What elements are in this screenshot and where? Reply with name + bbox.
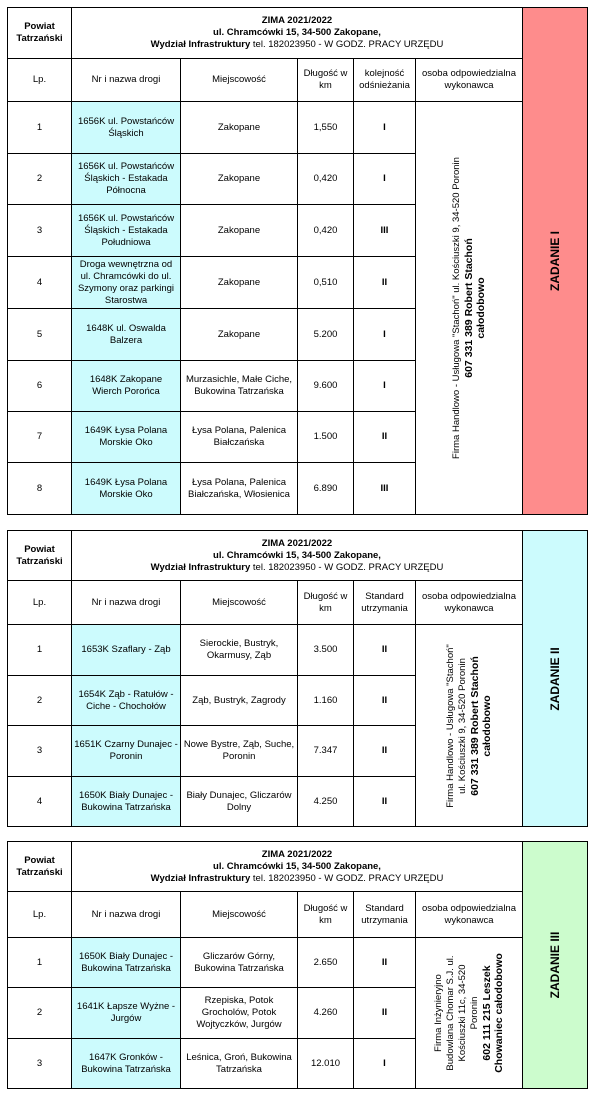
col-contractor: osoba odpowiedzialna wykonawca — [416, 581, 523, 625]
row-place: Rzepiska, Potok Grocholów, Potok Wojtyczków, Jurgów — [181, 988, 298, 1039]
col-length: Długość w km — [298, 892, 354, 938]
col-standard: Standard utrzymania — [354, 581, 416, 625]
contractor-company: Firma Handlowo - Usługowa "Stachoń" ul. Kościuszki 9, 34-520 Poronin — [451, 157, 462, 459]
header-title: ZIMA 2021/2022 ul. Chramcówki 15, 34-500 Zakopane, Wydział Infrastruktury tel. 182023950 - W GODZ. PRACY URZĘDU — [72, 8, 523, 59]
row-place: Biały Dunajec, Gliczarów Dolny — [181, 777, 298, 827]
row-length: 3.500 — [298, 625, 354, 676]
col-length: Długość w km — [298, 59, 354, 102]
contractor-hours: całodobowo — [481, 694, 493, 757]
row-place: Ząb, Bustryk, Zagrody — [181, 676, 298, 726]
row-place: Leśnica, Groń, Bukowina Tatrzańska — [181, 1039, 298, 1089]
row-road: 1649K Łysa Polana Morskie Oko — [72, 412, 181, 463]
contractor-company: Firma Inżynieryjno — [433, 974, 444, 1052]
powiat-label: Powiat Tatrzański — [8, 8, 72, 59]
row-lp: 7 — [8, 412, 72, 463]
row-order: II — [354, 257, 416, 309]
col-road: Nr i nazwa drogi — [72, 892, 181, 938]
row-road: 1654K Ząb - Ratułów - Ciche - Chochołów — [72, 676, 181, 726]
zadanie-1-label: ZADANIE I — [523, 8, 588, 515]
powiat-label: Powiat Tatrzański — [8, 842, 72, 892]
col-place: Miejscowość — [181, 892, 298, 938]
row-length: 9.600 — [298, 361, 354, 412]
row-place: Łysa Polana, Palenica Białczańska — [181, 412, 298, 463]
contractor-address: ul. Kościuszki 9, 34-520 Poronin — [457, 657, 468, 794]
row-road: 1650K Biały Dunajec - Bukowina Tatrzańska — [72, 777, 181, 827]
contractor-cell — [416, 625, 523, 827]
zadanie-3-table — [7, 841, 588, 1089]
row-order: II — [354, 412, 416, 463]
contractor-company-2: Budowlana Chomar S.J. ul. — [445, 955, 456, 1071]
row-lp: 1 — [8, 938, 72, 988]
contractor-phone: 607 331 389 Robert Stachoń — [463, 238, 475, 378]
row-road: 1653K Szaflary - Ząb — [72, 625, 181, 676]
contractor-company: Firma Handlowo - Usługowa "Stachoń" — [445, 643, 456, 808]
table-row — [8, 102, 588, 154]
row-road: 1651K Czarny Dunajec - Poronin — [72, 726, 181, 777]
row-length: 5.200 — [298, 309, 354, 361]
row-lp: 6 — [8, 361, 72, 412]
col-lp: Lp. — [8, 59, 72, 102]
row-standard: II — [354, 726, 416, 777]
table-row — [8, 938, 588, 988]
row-road: 1656K ul. Powstańców Śląskich - Estakada Północna — [72, 154, 181, 205]
row-lp: 3 — [8, 1039, 72, 1089]
row-road: Droga wewnętrzna od ul. Chramcówki do ul. Szymony oraz parkingi Starostwa — [72, 257, 181, 309]
contractor-phone: 607 331 389 Robert Stachoń — [469, 655, 481, 796]
header-title: ZIMA 2021/2022 ul. Chramcówki 15, 34-500 Zakopane, Wydział Infrastruktury tel. 182023950 - W GODZ. PRACY URZĘDU — [72, 531, 523, 581]
row-road: 1649K Łysa Polana Morskie Oko — [72, 463, 181, 515]
row-length: 0,510 — [298, 257, 354, 309]
row-lp: 5 — [8, 309, 72, 361]
row-road: 1648K ul. Oswalda Balzera — [72, 309, 181, 361]
row-standard: I — [354, 1039, 416, 1089]
header-title: ZIMA 2021/2022 ul. Chramcówki 15, 34-500 Zakopane, Wydział Infrastruktury tel. 182023950 - W GODZ. PRACY URZĘDU — [72, 842, 523, 892]
table-row — [8, 625, 588, 676]
row-place: Zakopane — [181, 154, 298, 205]
contractor-cell — [416, 102, 523, 515]
row-lp: 2 — [8, 988, 72, 1039]
col-length: Długość w km — [298, 581, 354, 625]
row-place: Łysa Polana, Palenica Białczańska, Włosienica — [181, 463, 298, 515]
col-contractor: osoba odpowiedzialna wykonawca — [416, 59, 523, 102]
col-road: Nr i nazwa drogi — [72, 581, 181, 625]
row-place: Zakopane — [181, 257, 298, 309]
col-place: Miejscowość — [181, 59, 298, 102]
row-standard: II — [354, 676, 416, 726]
col-lp: Lp. — [8, 581, 72, 625]
row-order: I — [354, 361, 416, 412]
zadanie-2-label: ZADANIE II — [523, 531, 588, 827]
row-length: 6.890 — [298, 463, 354, 515]
row-road: 1650K Biały Dunajec - Bukowina Tatrzańska — [72, 938, 181, 988]
row-lp: 8 — [8, 463, 72, 515]
row-road: 1656K ul. Powstańców Śląskich — [72, 102, 181, 154]
row-place: Sierockie, Bustryk, Okarmusy, Ząb — [181, 625, 298, 676]
row-length: 4.250 — [298, 777, 354, 827]
row-standard: II — [354, 938, 416, 988]
row-order: I — [354, 309, 416, 361]
row-standard: II — [354, 777, 416, 827]
row-length: 4.260 — [298, 988, 354, 1039]
col-place: Miejscowość — [181, 581, 298, 625]
row-order: I — [354, 102, 416, 154]
row-place: Zakopane — [181, 309, 298, 361]
zadanie-2-table — [7, 530, 588, 827]
row-order: III — [354, 205, 416, 257]
zadanie-1-table — [7, 7, 588, 515]
row-lp: 4 — [8, 777, 72, 827]
row-place: Nowe Bystre, Ząb, Suche, Poronin — [181, 726, 298, 777]
row-lp: 1 — [8, 625, 72, 676]
col-road: Nr i nazwa drogi — [72, 59, 181, 102]
row-lp: 3 — [8, 726, 72, 777]
col-contractor: osoba odpowiedzialna wykonawca — [416, 892, 523, 938]
row-order: III — [354, 463, 416, 515]
row-standard: II — [354, 625, 416, 676]
row-length: 1.160 — [298, 676, 354, 726]
contractor-city: Poronin — [469, 996, 480, 1030]
contractor-cell — [416, 938, 523, 1089]
row-order: I — [354, 154, 416, 205]
contractor-address: Kościuszki 11c, 34-520 — [457, 964, 468, 1062]
row-lp: 1 — [8, 102, 72, 154]
row-road: 1641K Łapsze Wyżne - Jurgów — [72, 988, 181, 1039]
contractor-phone: 602 111 215 Leszek — [481, 965, 493, 1061]
row-road: 1648K Zakopane Wierch Porońca — [72, 361, 181, 412]
powiat-label: Powiat Tatrzański — [8, 531, 72, 581]
row-place: Gliczarów Górny, Bukowina Tatrzańska — [181, 938, 298, 988]
row-length: 7.347 — [298, 726, 354, 777]
row-place: Zakopane — [181, 205, 298, 257]
row-place: Zakopane — [181, 102, 298, 154]
row-lp: 4 — [8, 257, 72, 309]
row-standard: II — [354, 988, 416, 1039]
row-length: 2.650 — [298, 938, 354, 988]
row-length: 1.500 — [298, 412, 354, 463]
contractor-hours: całodobowo — [475, 277, 487, 339]
row-length: 0,420 — [298, 154, 354, 205]
col-order: kolejność odśnieżania — [354, 59, 416, 102]
row-lp: 2 — [8, 154, 72, 205]
col-standard: Standard utrzymania — [354, 892, 416, 938]
row-length: 0,420 — [298, 205, 354, 257]
row-place: Murzasichle, Małe Ciche, Bukowina Tatrzańska — [181, 361, 298, 412]
contractor-hours: Chowaniec całodobowo — [493, 953, 505, 1073]
col-lp: Lp. — [8, 892, 72, 938]
row-lp: 3 — [8, 205, 72, 257]
row-length: 12.010 — [298, 1039, 354, 1089]
row-length: 1,550 — [298, 102, 354, 154]
row-road: 1647K Gronków - Bukowina Tatrzańska — [72, 1039, 181, 1089]
row-lp: 2 — [8, 676, 72, 726]
zadanie-3-label: ZADANIE III — [523, 842, 588, 1089]
row-road: 1656K ul. Powstańców Śląskich - Estakada Południowa — [72, 205, 181, 257]
